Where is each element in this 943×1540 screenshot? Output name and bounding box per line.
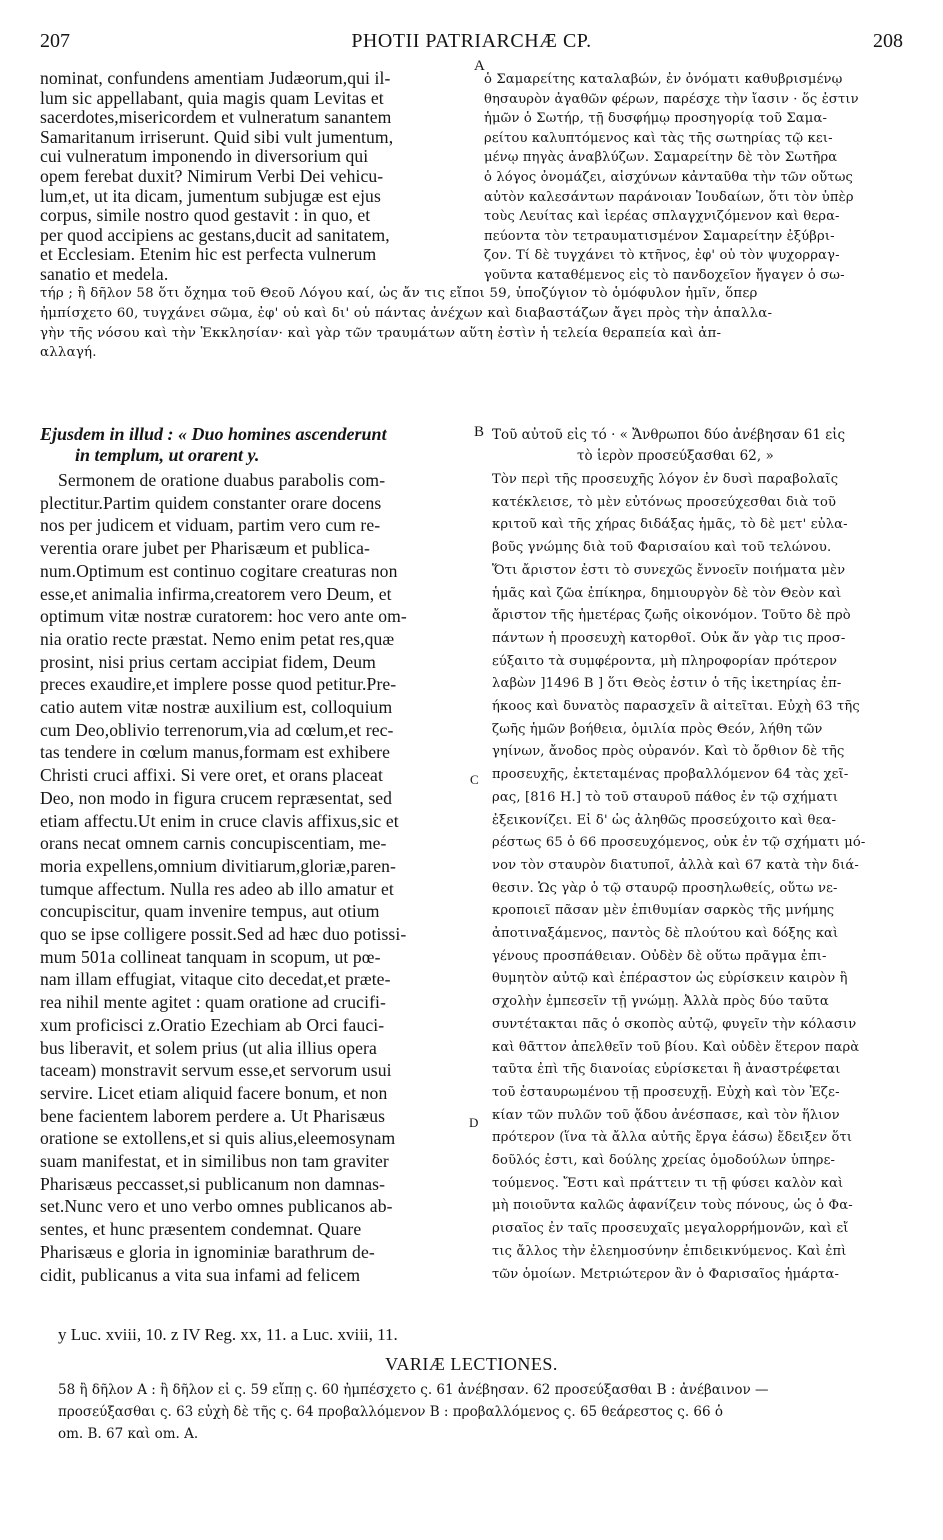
latin-line: nos per judicem et viduam, partim vero cum re- [40,515,381,536]
latin-line: corpus, simile nostro quod gestavit : in quo, et [40,205,371,226]
greek-line: κίαν τῶν πυλῶν τοῦ ᾅδου ἀνέσπασε, καὶ τὸν ἥλιον [492,1107,840,1123]
latin-line: xum proficisci z.Oratio Ezechiam ab Orci fauci- [40,1014,385,1035]
greek-line: ἀποτιναξάμενος, παντὸς δὲ πλούτου καὶ δόξης καὶ [492,926,839,941]
latin-line: Pharisæus peccasset,si publicanum non damnas- [40,1173,386,1194]
latin-line: sacerdotes,misericordem et vulneratum sanantem [40,107,392,128]
greek-line: ταῦτα ἐπὶ τῆς διανοίας εὑρίσκεται ἢ ἀναστρέφεται [492,1062,841,1078]
latin-line: bus liberavit, et solem prius (ut alia illius opera [40,1037,377,1058]
latin-line: catio autem vitæ nostræ auxilium est, colloquium [40,697,393,717]
greek-line: τῶν ὁμοίων. Μετριώτερον ἂν ὁ Φαρισαῖος ἡμάρτα- [492,1266,840,1282]
latin-line: per quod accipiens ac gestans,ducit ad sanitatem, [40,224,390,245]
greek-line: κριτοῦ καὶ τῆς χήρας διδάξας ἡμᾶς, τὸ δὲ μετ' εὐλα- [492,517,848,533]
latin-line: bene facientem laborem perdere a. Ut Pharisæus [40,1105,386,1126]
greek-line: ζον. Τί δὲ τυγχάνει τὸ κτῆνος, ἐφ' οὗ τὸν ψυχορραγ- [484,248,840,264]
greek-line: ρέστως 65 ὁ 66 προσευχόμενος, οὐκ ἐν τῷ σχήματι μό- [492,835,866,851]
latin-line: opem ferebat duxit? Nimirum Verbi Dei vehicu- [40,166,384,186]
greek-line: προσευχῆς, ἐκτεταμένας προβαλλόμενον 64 τὰς χεῖ- [492,767,849,783]
latin-line: Christi cruci affixi. Si vere oret, et orans placeat [40,765,383,786]
greek-line: βοῦς γνώμης διὰ τοῦ Φαρισαίου καὶ τοῦ τελώνου. [492,540,832,556]
greek-line: κατέκλεισε, τὸ μὲν εὐτόνως προσεύχεσθαι διὰ τοῦ [492,494,837,510]
latin-line: sentes, et hunc præsentem condemnat. Quare [40,1219,362,1240]
variae-lectiones-title: VARIÆ LECTIONES. [385,1354,558,1374]
greek-line: τοὺς Λευίτας καὶ ἱερέας σπλαγχνιζόμενον καὶ θερα- [484,209,840,225]
latin-line: taceam) monstravit servum esse,et servorum usui [40,1060,392,1081]
greek-line: ὁ λόγος ὀνομάζει, αἰσχύνων κἀνταῦθα τὴν τῶν οὕτως [484,170,854,185]
greek-line: λαβὼν ]1496 B ] ὅτι Θεὸς ἐστιν ὁ τῆς ἱκετηρίας ἐπ- [492,676,842,692]
greek-line: ἐξεικονίζει. Εἰ δ' ὡς ἀληθῶς προσεύχοιτο καὶ θεα- [492,812,837,828]
variae-line: 58 ἢ δῆλον A : ἢ δῆλον εἰ ς. 59 εἴπῃ ς. 60 ἠμπέσχετο ς. 61 ἀνέβησαν. 62 προσεύξασθαι B : ἀνέβαινον — [58,1382,769,1398]
greek-line: ὁ Σαμαρείτης καταλαβών, ἐν ὀνόματι καθυβρισμένῳ [484,72,843,87]
greek-line: ρισαῖος ἐν ταῖς προσευχαῖς μεγαλορρήμονῶν, καὶ εἴ [492,1221,849,1237]
section-title-greek-1: Τοῦ αὐτοῦ εἰς τό · « Ἄνθρωποι δύο ἀνέβησαν 61 εἰς [492,427,846,443]
latin-line: oratione se extollens,et si quis alius,eleemosynam [40,1128,396,1149]
greek-full-line: γὴν τῆς νόσου καὶ τὴν Ἐκκλησίαν· καὶ γὰρ τῶν τραυμάτων αὕτη ἐστὶν ἡ τελεία θεραπεία καὶ ἀπ- [40,325,722,341]
margin-marker-c: C [470,772,479,787]
scripture-references: y Luc. xviii, 10. z IV Reg. xx, 11. a Luc. xviii, 11. [58,1325,398,1344]
latin-line: moria expellens,omnium divitiarum,gloriæ,paren- [40,855,397,876]
latin-line: nominat, confundens amentiam Judæorum,qui il- [40,68,391,88]
greek-line: πεύοντα τὸν τετραυματισμένον Σαμαρείτην ἐξύβρι- [484,228,835,244]
latin-line: concupiscitur, quam invenire tempus, aut otium [40,901,380,922]
latin-line: Pharisæus e gloria in ignominiæ barathrum de- [40,1241,375,1262]
greek-line: ήκοος καὶ δυνατὸς παρασχεῖν ἃ αἰτεῖται. Εὐχὴ 63 τῆς [492,699,860,714]
variae-line: προσεύξασθαι ς. 63 εὐχὴ δὲ τῆς ς. 64 προβαλλόμενον B : προβαλλόμενος ς. 65 θεάρεστος ς. 66 ὁ [58,1404,723,1420]
page-number-right: 208 [873,30,903,52]
greek-line: κροποιεῖ πᾶσαν μὲν ἐπιθυμίαν σαρκὸς τῆς μνήμης [492,903,835,919]
latin-line: Deo, non modo in figura crucem repræsentat, sed [40,787,393,808]
latin-line: suam manifestat, et in similibus non tam graviter [40,1151,389,1171]
greek-line: γοῦντα καταθέμενος εἰς τὸ πανδοχεῖον ἤγαγεν ὁ σω- [484,268,845,283]
latin-line: et Ecclesiam. Etenim hic est perfecta vulnerum [40,244,377,265]
variae-line: om. B. 67 καὶ om. A. [58,1426,199,1442]
latin-line: etiam affectu.Ut enim in cruce clavis affixus,sic et [40,810,399,831]
greek-line: πρότερον (ἵνα τὰ ἄλλα αὐτῆς ἔργα ἐάσω) ἔδειξεν ὅτι [492,1130,853,1146]
margin-marker-a: A [474,58,485,74]
greek-line: σχολὴν ἐμπεσεῖν τῇ γνώμῃ. Ἀλλὰ πρὸς δύο ταῦτα [492,994,829,1010]
greek-line: τις ἄλλος τὴν ἐλεημοσύνην ἐπιδεικνύμενος. Καὶ ἐπὶ [492,1243,847,1259]
greek-line: τοῦ ἐσταυρωμένου τῇ προσευχῇ. Εὐχὴ καὶ τὸν Ἐζε- [492,1084,840,1100]
section-title-latin-2: in templum, ut orarent y. [75,445,260,465]
latin-line: sanatio et medela. [40,264,169,284]
latin-line: tas tendere in cœlum manus,formam est exhibere [40,742,391,763]
greek-line: μὴ ποιοῦντα καλῶς ἀφανίζειν τοὺς πόνους, ὡς ὁ Φα- [492,1198,853,1214]
latin-line: nam illam effugiat, vitaque cito decedat,et præte- [40,969,391,990]
greek-line: μένῳ πηγὰς ἀναβλύζων. Σαμαρείτην δὲ τὸν Σωτῆρα [484,150,838,166]
latin-line: cidit, publicanus a vita sua infami ad felicem [40,1264,361,1285]
latin-line: optimum vitæ nostræ curatorem: hoc vero ante om- [40,606,407,627]
greek-line: θησαυρὸν ἀγαθῶν φέρων, παρέσχε τὴν ἴασιν · ὅς ἐστιν [484,91,859,107]
greek-line: πάντων ἡ προσευχὴ κατορθοῖ. Οὐκ ἄν γὰρ τις προσ- [492,630,846,646]
latin-line: verentia orare jubet per Pharisæum et publica- [40,538,370,559]
greek-line: συντέτακται πᾶς ὁ σκοπὸς αὐτῷ, φυγεῖν τὴν κόλασιν [492,1016,857,1032]
latin-line: quo se ipse colligere possit.Sed ad hæc duo potissi- [40,924,407,944]
latin-line: cui vulneratum imponendo in diversorium qui [40,146,369,167]
latin-line: prosint, nisi prius certam accipiat fidem, Deum [40,651,376,672]
greek-line: ἡμᾶς καὶ ζῶα ἐπίκηρα, δημιουργὸν δὲ τὸν Θεὸν καὶ [492,585,842,601]
latin-line: nia oratio recte præstat. Nemo enim petat res,quæ [40,628,395,649]
latin-line: lum sic appellabant, quia magis quam Levitas et [40,87,384,108]
greek-full-line: αλλαγή. [40,345,97,361]
latin-line: set.Nunc vero et uno verbo omnes publicanos ab- [40,1196,393,1217]
greek-line: ρας, [816 H.] τὸ τοῦ σταυροῦ πάθος ἐν τῷ σχήματι [492,789,839,805]
greek-line: ἄριστον τῆς ἡμετέρας ζωῆς οἰκονόμον. Τοῦτο δὲ πρὸ [492,608,851,624]
greek-line: καὶ θᾶττον ἀπελθεῖν τοῦ βίου. Καὶ οὐδὲν ἕτερον παρὰ [492,1039,860,1055]
latin-line: tumque affectum. Nulla res adeo ab illo amatur et [40,878,394,899]
latin-line: lum,et, ut ita dicam, jumentum subjugæ est ejus [40,185,381,206]
latin-line: cum Deo,oblivio terrenorum,via ad cœlum,et rec- [40,719,394,740]
greek-line: ρείτου καλυπτόμενος καὶ τὰς τῆς σωτηρίας τῷ κει- [484,130,833,146]
section-title-greek-2: τὸ ἱερὸν προσεύξασθαι 62, » [577,448,774,464]
latin-line: plectitur.Partim quidem constanter orare docens [40,492,382,513]
greek-line: αὐτὸν καλεσάντων παράνοιαν Ἰουδαίων, ὅτι τὸν ὑπὲρ [484,189,854,205]
latin-line: Samaritanum irriserunt. Quid sibi vult jumentum, [40,126,394,147]
latin-line: orans necat omnem carnis concupiscentiam, me- [40,833,387,854]
greek-line: νον τὸν σταυρὸν διατυποῖ, ἀλλὰ καὶ 67 κατὰ τὴν διά- [492,857,859,873]
greek-line: γένους προσπάθειαν. Οὐδὲν δὲ οὕτω πρᾶγμα ἐπι- [492,948,827,964]
greek-line: γηίνων, ἄνοδος πρὸς οὐρανόν. Καὶ τὸ ὄρθιον δὲ τῆς [492,744,845,760]
latin-line: esse,et animalia infirma,creatorem vero Deum, et [40,583,392,604]
running-head: PHOTII PATRIARCHÆ CP. [351,30,592,52]
page-number-left: 207 [40,30,70,52]
greek-line: θυμητὸν αὐτῷ καὶ ἐπέραστον ὡς εὑρίσκειν καιρὸν ἢ [492,971,848,987]
greek-line: τούμενος. Ἔστι καὶ πράττειν τι τῇ φύσει καλὸν καὶ [492,1175,844,1191]
greek-line: ἡμῶν ὁ Σωτήρ, τῇ δυσφήμῳ προσηγορίᾳ τοῦ Σαμα- [484,111,828,127]
greek-line: δοῦλός ἐστι, καὶ δούλης χρείας ὁμοδούλων ὑπηρε- [492,1153,836,1168]
latin-line: num.Optimum est continuo cogitare creaturas non [40,560,398,581]
greek-line: Ὅτι ἄριστον ἐστι τὸ συνεχῶς ἔννοεῖν ποιήματα μὲν [492,562,846,578]
greek-line: θεσιν. Ὡς γὰρ ὁ τῷ σταυρῷ προσηλωθείς, οὕτω νε- [492,880,838,896]
greek-line: Τὸν περὶ τῆς προσευχῆς λόγον ἐν δυσὶ παραβολαῖς [492,472,839,487]
greek-line: ζωῆς ἡμῶν βοήθεια, ὁμιλία πρὸς Θεόν, λήθη τῶν [492,721,823,737]
greek-line: εύξαιτο τὰ συμφέροντα, μὴ πληροφορίαν πρότερον [492,653,838,669]
section-title-latin-1: Ejusdem in illud : « Duo homines ascenderunt [40,424,387,444]
latin-line: rea nihil mente agitet : quam oratione ad crucifi- [40,992,386,1013]
margin-marker-b: B [474,424,485,440]
latin-line: Sermonem de oratione duabus parabolis com- [58,470,386,490]
margin-marker-d: D [469,1115,479,1130]
greek-full-line: τήρ ; ἢ δῆλον 58 ὅτι ὄχημα τοῦ Θεοῦ Λόγου καί, ὡς ἄν τις εἴποι 59, ὑποζύγιον τὸ ὁμόφυλον ἡμῖν, ὅπερ [40,286,758,301]
latin-line: preces exaudire,et implere posse quod petitur.Pre- [40,674,397,695]
greek-full-line: ἠμπίσχετο 60, τυγχάνει σῶμα, ἐφ' οὗ καὶ δι' οὗ πάντας ἀνέχων καὶ διαβαστάζων ἄγει πρὸς τὴν ἀπαλλα- [40,305,773,321]
latin-line: servire. Licet etiam aliquid facere bonum, et non [40,1082,388,1103]
latin-line: mum 501a collineat tanquam in scopum, ut pœ- [40,946,381,967]
